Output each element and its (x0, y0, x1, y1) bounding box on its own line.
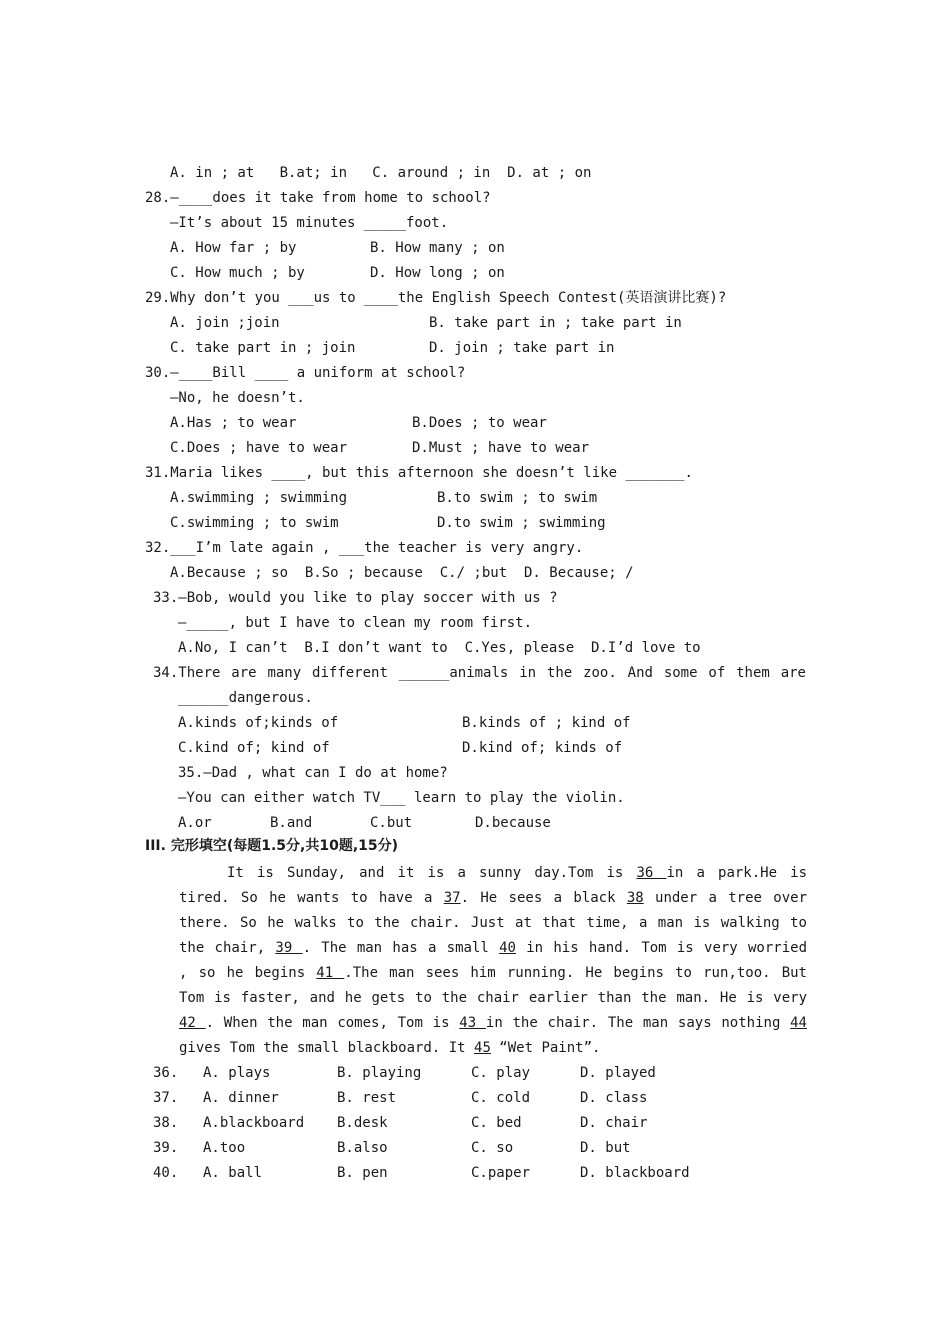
q30-option-b: B.Does ; to wear (412, 415, 547, 431)
q29-option-d: D. join ; take part in (429, 340, 615, 356)
q34-option-a: A.kinds of;kinds of (178, 715, 339, 731)
cloze-q38-option-d: D. chair (580, 1115, 648, 1131)
cloze-q36-option-d: D. played (580, 1065, 656, 1081)
passage-line-6: Tom is faster, and he gets to the chair earlier than the man. He is very (179, 990, 807, 1006)
q30-option-d: D.Must ; have to wear (412, 440, 590, 456)
q35-stem: 35.—Dad , what can I do at home? (178, 765, 448, 781)
q30-option-c: C.Does ; have to wear (170, 440, 348, 456)
q34-stem-line2: ______dangerous. (178, 690, 313, 706)
q34-option-b: B.kinds of ; kind of (462, 715, 631, 731)
cloze-q39-option-c: C. so (471, 1140, 514, 1156)
cloze-q36-option-c: C. play (471, 1065, 531, 1081)
q30-stem: 30.—____Bill ____ a uniform at school? (145, 365, 466, 381)
q31-option-b: B.to swim ; to swim (437, 490, 598, 506)
q28-stem: 28.—____does it take from home to school? (145, 190, 491, 206)
q28-option-a: A. How far ; by (170, 240, 297, 256)
cloze-q37-option-b: B. rest (337, 1090, 397, 1106)
q33-stem: 33.—Bob, would you like to play soccer with us ? (153, 590, 558, 606)
q31-option-c: C.swimming ; to swim (170, 515, 339, 531)
cloze-q38-number: 38. (153, 1115, 179, 1131)
passage-line-2: tired. So he wants to have a 37. He sees a black 38 under a tree over (179, 890, 808, 906)
cloze-q37-option-a: A. dinner (203, 1090, 279, 1106)
q34-option-d: D.kind of; kinds of (462, 740, 623, 756)
q30-option-a: A.Has ; to wear (170, 415, 297, 431)
cloze-q37-option-c: C. cold (471, 1090, 531, 1106)
q29-stem: 29.Why don’t you ___us to ____the English Speech Contest(英语演讲比赛)? (145, 290, 727, 306)
cloze-q39-option-a: A.too (203, 1140, 246, 1156)
q28-option-d: D. How long ; on (370, 265, 505, 281)
blank-42: 42 (179, 1015, 206, 1031)
q33-options: A.No, I can’t B.I don’t want to C.Yes, please D.I’d love to (178, 640, 701, 656)
cloze-q39-option-b: B.also (337, 1140, 388, 1156)
q35-answer: —You can either watch TV___ learn to play the violin. (178, 790, 625, 806)
passage-line-8: gives Tom the small blackboard. It 45 “Wet Paint”. (179, 1040, 601, 1056)
q31-stem: 31.Maria likes ____, but this afternoon she doesn’t like _______. (145, 465, 693, 481)
q30-answer: —No, he doesn’t. (170, 390, 305, 406)
passage-line-4: the chair, 39 . The man has a small 40 in his hand. Tom is very worried (179, 940, 808, 956)
q29-option-a: A. join ;join (170, 315, 280, 331)
cloze-q39-option-d: D. but (580, 1140, 631, 1156)
passage-line-3: there. So he walks to the chair. Just at that time, a man is walking to (179, 915, 807, 931)
q33-answer: —_____, but I have to clean my room first. (178, 615, 533, 631)
cloze-q40-option-c: C.paper (471, 1165, 531, 1181)
q27-options: A. in ; at B.at; in C. around ; in D. at ; on (170, 165, 592, 181)
q34-stem-line1: 34.There are many different ______animals in the zoo. And some of them are (153, 665, 806, 681)
cloze-q38-option-b: B.desk (337, 1115, 388, 1131)
q31-option-a: A.swimming ; swimming (170, 490, 348, 506)
q28-option-b: B. How many ; on (370, 240, 505, 256)
q28-answer: —It’s about 15 minutes _____foot. (170, 215, 449, 231)
blank-44: 44 (790, 1015, 807, 1031)
cloze-q38-option-c: C. bed (471, 1115, 522, 1131)
q31-option-d: D.to swim ; swimming (437, 515, 606, 531)
cloze-q36-number: 36. (153, 1065, 179, 1081)
cloze-q39-number: 39. (153, 1140, 179, 1156)
cloze-q40-option-b: B. pen (337, 1165, 388, 1181)
passage-line-7: 42 . When the man comes, Tom is 43 in the chair. The man says nothing 44 (179, 1015, 807, 1031)
cloze-q40-option-a: A. ball (203, 1165, 263, 1181)
blank-41: 41 (316, 965, 345, 981)
q35-option-c: C.but (370, 815, 413, 831)
q29-option-b: B. take part in ; take part in (429, 315, 682, 331)
cloze-q36-option-b: B. playing (337, 1065, 422, 1081)
blank-38: 38 (626, 890, 644, 906)
q29-option-c: C. take part in ; join (170, 340, 356, 356)
cloze-q37-option-d: D. class (580, 1090, 648, 1106)
passage-line-5: , so he begins 41 .The man sees him running. He begins to run,too. But (179, 965, 807, 981)
cloze-q37-number: 37. (153, 1090, 179, 1106)
q35-option-b: B.and (270, 815, 313, 831)
blank-45: 45 (474, 1040, 491, 1056)
cloze-q36-option-a: A. plays (203, 1065, 271, 1081)
passage-line-1: It is Sunday, and it is a sunny day.Tom is 36 in a park.He is (227, 865, 808, 881)
blank-39: 39 (275, 940, 303, 956)
cloze-q40-option-d: D. blackboard (580, 1165, 690, 1181)
q32-options: A.Because ; so B.So ; because C./ ;but D. Because; / (170, 565, 634, 581)
blank-36: 36 (636, 865, 667, 881)
q34-option-c: C.kind of; kind of (178, 740, 330, 756)
q35-option-d: D.because (475, 815, 551, 831)
blank-43: 43 (459, 1015, 486, 1031)
cloze-q40-number: 40. (153, 1165, 179, 1181)
q35-option-a: A.or (178, 815, 212, 831)
blank-40: 40 (499, 940, 516, 956)
blank-37: 37 (443, 890, 461, 906)
q28-option-c: C. How much ; by (170, 265, 305, 281)
cloze-q38-option-a: A.blackboard (203, 1115, 305, 1131)
section-title: III. 完形填空(每题1.5分,共10题,15分) (145, 838, 399, 854)
q32-stem: 32.___I’m late again , ___the teacher is very angry. (145, 540, 584, 556)
